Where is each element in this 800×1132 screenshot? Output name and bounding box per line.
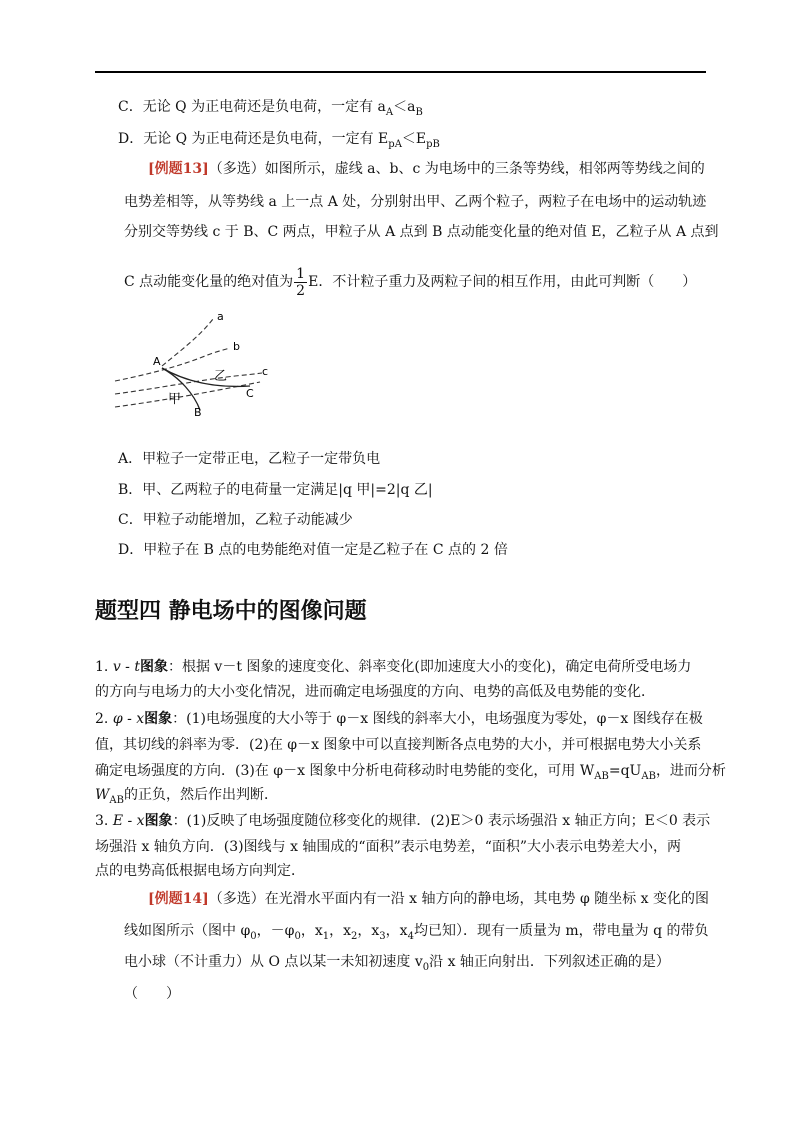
- example14-label: [例题14]: [148, 891, 209, 907]
- label-yi: 乙: [214, 369, 228, 384]
- point2-line1: 2. φ - x图象：(1)电场强度的大小等于 φ－x 图线的斜率大小，电场强度为零处，φ－x 图线存在极: [95, 711, 703, 727]
- example13-option-c: C．甲粒子动能增加，乙粒子动能减少: [118, 512, 353, 528]
- label-jia: 甲: [168, 392, 182, 407]
- example13-label: [例题13]: [148, 161, 209, 177]
- point2-line4: $W_{AB}$的正负，然后作出判断．: [95, 787, 278, 806]
- header-rule: [95, 71, 706, 73]
- equipotential-c-lower: [115, 382, 260, 407]
- fraction-half: $\frac{1}{2}$: [296, 265, 306, 299]
- point1-line1: 1. v - t图象：根据 v－t 图象的速度变化、斜率变化(即加速度大小的变化)，确定电荷所受电场力: [95, 659, 692, 675]
- point3-line1: 3. E - x图象：(1)反映了电场强度随位移变化的规律．(2)E＞0 表示场强沿 x 轴正方向；E＜0 表示: [95, 813, 711, 829]
- label-B: B: [194, 406, 202, 418]
- section-title: 题型四 静电场中的图像问题: [95, 599, 367, 624]
- option-c-prev: C．无论 Q 为正电荷还是负电荷，一定有 $a_A<a_B$: [118, 99, 423, 118]
- example13-option-d: D．甲粒子在 B 点的电势能绝对值一定是乙粒子在 C 点的 2 倍: [118, 542, 508, 558]
- example13-line4: C 点动能变化量的绝对值为 $\frac{1}{2}$ E．不计粒子重力及两粒子间的相互作用，由此可判断（ ）: [124, 265, 697, 299]
- example13-option-b: B．甲、乙两粒子的电荷量一定满足|q 甲|=2|q 乙|: [118, 482, 433, 498]
- equipotential-b: [115, 348, 230, 381]
- example14-line1: [例题14]（多选）在光滑水平面内有一沿 x 轴方向的静电场，其电势 φ 随坐标 x 变化的图: [148, 891, 710, 907]
- point3-line2: 场强沿 x 轴负方向．(3)图线与 x 轴围成的“面积”表示电势差，“面积”大小表示电势差大小，两: [95, 839, 682, 855]
- equipotential-figure: [110, 306, 280, 418]
- option-d-prev: D．无论 Q 为正电荷还是负电荷，一定有 $E_{pA}<E_{pB}$: [118, 131, 440, 150]
- label-b: b: [233, 340, 240, 353]
- label-a: a: [217, 310, 224, 323]
- example14-line3: 电小球（不计重力）从 O 点以某一未知初速度 $v_0$沿 x 轴正向射出．下列叙述正确的是）: [124, 954, 670, 973]
- label-A: A: [153, 355, 161, 368]
- example13-line3: 分别交等势线 c 于 B、C 两点，甲粒子从 A 点到 B 点动能变化量的绝对值 E，乙粒子从 A 点到: [124, 224, 719, 240]
- label-c-upper: c: [262, 365, 269, 378]
- example13-option-a: A．甲粒子一定带正电，乙粒子一定带负电: [118, 451, 381, 467]
- example14-line2: 线如图所示（图中 $\varphi_0$，$-\varphi_0$，$x_1$，$x_2$，$x_3$，$x_4$均已知）．现有一质量为 m，带电量为 q 的带负: [124, 923, 709, 942]
- example14-line4: （ ）: [124, 986, 180, 1002]
- example13-line1: [例题13]（多选）如图所示，虚线 a、b、c 为电场中的三条等势线，相邻两等势线之间的: [148, 161, 705, 177]
- point3-line3: 点的电势高低根据电场方向判定．: [95, 863, 305, 879]
- equipotential-a: [162, 319, 213, 366]
- point2-line2: 值，其切线的斜率为零．(2)在 φ－x 图象中可以直接判断各点电势的大小，并可根据电势大小关系: [95, 737, 702, 753]
- example13-line2: 电势差相等，从等势线 a 上一点 A 处，分别射出甲、乙两个粒子，两粒子在电场中的运动轨迹: [124, 194, 707, 210]
- point2-line3: 确定电场强度的方向．(3)在 φ－x 图象中分析电荷移动时电势能的变化，可用 $W_{AB}=qU_{AB}$，进而分析: [95, 763, 726, 782]
- label-C: C: [246, 387, 254, 400]
- point1-line2: 的方向与电场力的大小变化情况，进而确定电场强度的方向、电势的高低及电势能的变化．: [95, 684, 655, 700]
